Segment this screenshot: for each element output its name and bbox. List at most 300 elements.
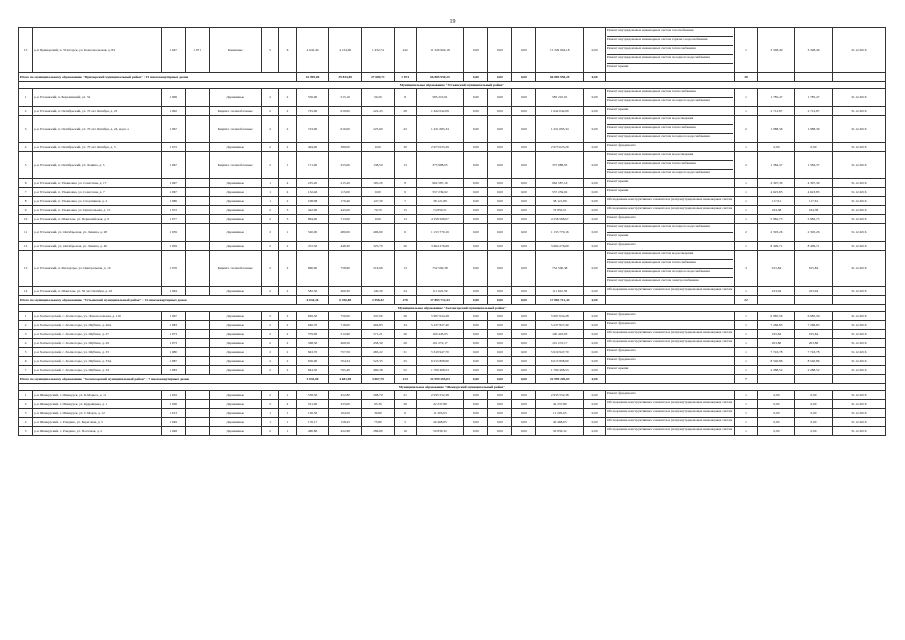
work-count-cell: 1 [734, 366, 758, 375]
table-row [19, 206, 886, 215]
total-area-cell: 844,30 [296, 366, 329, 375]
unit-cost-cell: 8 540,86 [758, 357, 795, 366]
year-built-cell: 1 936 [161, 400, 185, 409]
floors-cell: 1 [261, 197, 278, 206]
work-count-cell: 1 [734, 188, 758, 197]
row-number: 15 [19, 28, 33, 73]
living-area-cell: 115,00 [329, 188, 362, 197]
subtotal-empty [795, 73, 832, 82]
living-area-cell: 515,10 [329, 89, 362, 107]
other-funds-cell: 0,00 [584, 179, 606, 188]
regional-funds-cell: 0,00 [488, 400, 512, 409]
work-type-item: Ремонт внутридомовых инженерных систем водоотведения [607, 152, 733, 161]
living-area-cell: 718,00 [329, 321, 362, 330]
entrances-cell: 1 [279, 224, 296, 242]
floors-cell: 2 [261, 400, 278, 409]
subtotal-label: Итого по муниципальному образованию "Холмогорский муниципальный район" : 7 многоквартирных домов [19, 375, 297, 384]
regional-funds-cell: 0,00 [488, 116, 512, 143]
federal-funds-cell: 0,00 [464, 287, 488, 296]
address-cell: р-н Шенкурский, с. Ровдино, ул. Береговая, д. 5 [33, 418, 162, 427]
subtotal-work-count: 7 [734, 375, 758, 384]
subtotal-federal-funds: 0,00 [464, 73, 488, 82]
address-cell: р-н Холмогорский, с. Холмогоры, ул. Шубина, д. 33 [33, 348, 162, 357]
unit-cost-cell: 195,84 [758, 330, 795, 339]
living-area-cell: 610,00 [329, 116, 362, 143]
entrances-cell: 3 [279, 206, 296, 215]
row-number: 1 [19, 89, 33, 107]
max-unit-cost-cell: 7 743,78 [795, 348, 832, 357]
row-number: 7 [19, 188, 33, 197]
total-area-cell: 235,20 [296, 179, 329, 188]
unit-cost-cell: 2 393,26 [758, 224, 795, 242]
private-area-cell: 404,83 [362, 321, 395, 330]
deadline-cell: 31.12.2016 [832, 179, 885, 188]
floors-cell: 2 [261, 391, 278, 400]
deadline-cell: 31.12.2016 [832, 330, 885, 339]
year-repair-cell [185, 312, 209, 321]
total-cost-cell: 752 500,38 [416, 251, 464, 287]
table-row [19, 116, 886, 143]
residents-cell: 52 [394, 366, 416, 375]
work-type-item: Ремонт внутридомовых инженерных систем теплоснабжения [607, 125, 733, 134]
wall-material-cell: Деревянные [209, 242, 261, 251]
works-list-cell [605, 366, 734, 375]
year-repair-cell: 1 971 [185, 28, 209, 73]
private-area-cell: 469,38 [362, 366, 395, 375]
owner-funds-cell: 5 237 827,40 [536, 321, 584, 330]
subtotal-other-funds: 0,00 [584, 375, 606, 384]
work-type-item: Ремонт фундамента [606, 143, 636, 147]
work-type-item: Ремонт внутридомовых инженерных систем водоотведения [607, 251, 733, 260]
entrances-cell: 2 [279, 321, 296, 330]
subtotal-total-area: 42 099,00 [296, 73, 329, 82]
works-list-cell [605, 427, 734, 436]
wall-material-cell: Деревянные [209, 143, 261, 152]
year-built-cell: 1 967 [161, 188, 185, 197]
other-funds-cell: 0,00 [584, 391, 606, 400]
table-row [19, 179, 886, 188]
total-area-cell: 538,30 [296, 391, 329, 400]
subtotal-regional-funds: 0,00 [488, 296, 512, 305]
deadline-cell: 31.12.2016 [832, 107, 885, 116]
total-cost-cell: 111 622,59 [416, 287, 464, 296]
total-cost-cell: 6 015 808,60 [416, 357, 464, 366]
entrances-cell: 4 [279, 179, 296, 188]
local-funds-cell: 0,00 [512, 224, 536, 242]
subtotal-local-funds: 0,00 [512, 375, 536, 384]
floors-cell: 2 [261, 152, 278, 179]
private-area-cell: 225,90 [362, 116, 395, 143]
owner-funds-cell: 6 015 808,60 [536, 357, 584, 366]
private-area-cell: 325,70 [362, 242, 395, 251]
residents-cell: 43 [394, 116, 416, 143]
owner-funds-cell: 111 622,59 [536, 287, 584, 296]
year-repair-cell [185, 321, 209, 330]
wall-material-cell: Деревянные [209, 312, 261, 321]
federal-funds-cell: 0,00 [464, 400, 488, 409]
deadline-cell: 31.12.2016 [832, 391, 885, 400]
table-row [19, 357, 886, 366]
wall-material-cell: Деревянные [209, 366, 261, 375]
year-repair-cell [185, 188, 209, 197]
unit-cost-cell: 0,00 [758, 391, 795, 400]
unit-cost-cell: 164,38 [758, 206, 795, 215]
table-row [19, 251, 886, 287]
max-unit-cost-cell: 0,00 [795, 400, 832, 409]
table-row [19, 143, 886, 152]
address-cell: р-н Приморский, п. Углегорск, ул. Комсомольская, д. 84 [33, 28, 162, 73]
private-area-cell: 286,80 [362, 427, 395, 436]
owner-funds-cell: 752 500,38 [536, 251, 584, 287]
max-unit-cost-cell: 164,38 [795, 206, 832, 215]
deadline-cell: 31.12.2016 [832, 312, 885, 321]
residents-cell: 9 [394, 188, 416, 197]
row-number: 9 [19, 206, 33, 215]
total-area-cell: 864,00 [296, 215, 329, 224]
entrances-cell: 2 [279, 89, 296, 107]
table-row [19, 197, 886, 206]
wall-material-cell: Деревянные [209, 197, 261, 206]
year-repair-cell [185, 427, 209, 436]
subtotal-residents: 1 874 [394, 73, 416, 82]
year-repair-cell [185, 357, 209, 366]
other-funds-cell: 0,00 [584, 107, 606, 116]
subtotal-owner-funds: 17 883 712,44 [536, 296, 584, 305]
subtotal-row [19, 375, 886, 384]
works-list-cell [605, 224, 734, 242]
address-cell: р-н Холмогорский, с. Холмогоры, ул. Шубина, д. 29 [33, 339, 162, 348]
total-cost-cell: 375 988,05 [416, 152, 464, 179]
address-cell: р-н Шенкурский, г. Шенкурск, ул. С.Марта, д. 12 [33, 409, 162, 418]
living-area-cell: 452,80 [329, 391, 362, 400]
work-type-item: Обследование конструктивных элементов и (или) внутридомовых инженерных систем [606, 418, 733, 422]
total-area-cell: 171,00 [296, 152, 329, 179]
private-area-cell: 571,21 [362, 330, 395, 339]
entrances-cell: 2 [279, 287, 296, 296]
residents-cell: 5 [394, 418, 416, 427]
regional-funds-cell: 0,00 [488, 357, 512, 366]
table-row [19, 418, 886, 427]
local-funds-cell: 0,00 [512, 409, 536, 418]
works-list-cell [605, 242, 734, 251]
work-count-cell: 1 [734, 400, 758, 409]
works-list-cell [605, 116, 734, 143]
year-built-cell: 1 967 [161, 312, 185, 321]
subtotal-local-funds: 0,00 [512, 296, 536, 305]
work-type-item: Обследование конструктивных элементов и (или) внутридомовых инженерных систем [606, 427, 733, 431]
owner-funds-cell: 1 642 042,09 [536, 107, 584, 116]
work-type-item: Ремонт крыши [606, 188, 629, 192]
subtotal-total-cost: 17 883 712,44 [416, 296, 464, 305]
deadline-cell: 31.12.2016 [832, 206, 885, 215]
subtotal-federal-funds: 0,00 [464, 375, 488, 384]
work-count-cell: 1 [734, 391, 758, 400]
year-built-cell: 1 948 [161, 427, 185, 436]
local-funds-cell: 0,00 [512, 400, 536, 409]
address-cell: р-н Устьянский, ул. Октябрьская, ул. Ленина, д. 40 [33, 242, 162, 251]
work-type-item: Ремонт фундамента [606, 391, 636, 395]
work-count-cell: 1 [734, 197, 758, 206]
local-funds-cell: 0,00 [512, 242, 536, 251]
wall-material-cell: Деревянные [209, 348, 261, 357]
regional-funds-cell: 0,00 [488, 143, 512, 152]
work-type-item: Ремонт внутридомовых инженерных систем холодного водоснабжения [606, 98, 710, 102]
row-number: 2 [19, 107, 33, 116]
floors-cell: 2 [261, 116, 278, 143]
table-row [19, 107, 886, 116]
floors-cell: 2 [261, 312, 278, 321]
deadline-cell: 31.12.2016 [832, 400, 885, 409]
unit-cost-cell: 0,00 [758, 427, 795, 436]
year-repair-cell [185, 251, 209, 287]
work-type-item: Ремонт внутридомовых инженерных систем холодного водоснабжения [606, 170, 710, 174]
address-cell: р-н Устьянский, п. Октябрьский, ул. 70 лет Октября, д. 23 [33, 107, 162, 116]
works-list-cell [605, 215, 734, 224]
address-cell: р-н Холмогорский, с. Холмогоры, ул. Ломоносовская, д. 116 [33, 312, 162, 321]
unit-cost-cell: 915,84 [758, 251, 795, 287]
living-area-cell: 325,00 [329, 400, 362, 409]
section-header-row [19, 384, 886, 391]
work-type-item: Обследование конструктивных элементов и (или) внутридомовых инженерных систем [606, 400, 733, 404]
year-built-cell: 1 987 [161, 357, 185, 366]
wall-material-cell: Каменные [209, 28, 261, 73]
living-area-cell: 704,34 [329, 357, 362, 366]
wall-material-cell: Деревянные [209, 206, 261, 215]
living-area-cell: 619,00 [329, 107, 362, 116]
works-list-cell [605, 348, 734, 357]
floors-cell: 2 [261, 251, 278, 287]
year-repair-cell [185, 348, 209, 357]
residents-cell: 13 [394, 215, 416, 224]
floors-cell: 5 [261, 28, 278, 73]
floors-cell: 1 [261, 418, 278, 427]
residents-cell: 8 [394, 179, 416, 188]
work-count-cell: 1 [734, 409, 758, 418]
wall-material-cell: Деревянные [209, 179, 261, 188]
row-number: 4 [19, 418, 33, 427]
row-number: 8 [19, 197, 33, 206]
max-unit-cost-cell: 1 384,37 [795, 152, 832, 179]
total-area-cell: 521,00 [296, 400, 329, 409]
max-unit-cost-cell: 2 288,52 [795, 366, 832, 375]
address-cell: р-н Шенкурский, г. Шенкурск, ул. К.Маркса, д. 11 [33, 391, 162, 400]
work-type-item: Ремонт внутридомовых инженерных систем холодного водоснабжения [607, 55, 733, 64]
federal-funds-cell: 0,00 [464, 206, 488, 215]
subtotal-private-area: 3 067,79 [362, 375, 395, 384]
deadline-cell: 31.12.2016 [832, 89, 885, 107]
owner-funds-cell: 38 121,89 [536, 197, 584, 206]
entrances-cell: 4 [279, 188, 296, 197]
local-funds-cell: 0,00 [512, 391, 536, 400]
year-repair-cell [185, 391, 209, 400]
federal-funds-cell: 0,00 [464, 28, 488, 73]
deadline-cell: 31.12.2016 [832, 321, 885, 330]
floors-cell: 2 [261, 107, 278, 116]
total-cost-cell: 5 619 947,70 [416, 348, 464, 357]
private-area-cell: 208,70 [362, 391, 395, 400]
section-title: Муниципальное образование "Устьянский муниципальный район" [19, 82, 886, 89]
floors-cell: 2 [261, 143, 278, 152]
work-type-item: Ремонт крыши [606, 179, 629, 183]
row-number: 1 [19, 312, 33, 321]
total-cost-cell: 42 237,89 [416, 400, 464, 409]
table-row [19, 287, 886, 296]
row-number: 3 [19, 116, 33, 143]
floors-cell: 2 [261, 242, 278, 251]
max-unit-cost-cell: 8 540,86 [795, 357, 832, 366]
row-number: 7 [19, 366, 33, 375]
private-area-cell: 347,00 [362, 312, 395, 321]
living-area-cell: 469,50 [329, 339, 362, 348]
residents-cell: 20 [394, 242, 416, 251]
deadline-cell: 31.12.2016 [832, 427, 885, 436]
total-area-cell: 550,00 [296, 89, 329, 107]
other-funds-cell: 0,00 [584, 28, 606, 73]
unit-cost-cell: 0,00 [758, 143, 795, 152]
deadline-cell: 31.12.2016 [832, 251, 885, 287]
entrances-cell: 4 [279, 400, 296, 409]
subtotal-row [19, 73, 886, 82]
regional-funds-cell: 0,00 [488, 28, 512, 73]
wall-material-cell: Деревянные [209, 418, 261, 427]
floors-cell: 2 [261, 224, 278, 242]
other-funds-cell: 0,00 [584, 409, 606, 418]
total-cost-cell: 1 642 042,09 [416, 107, 464, 116]
year-repair-cell [185, 400, 209, 409]
address-cell: р-н Устьянский, п. Ульяновка, ул. Спортивная, д. 2 [33, 197, 162, 206]
private-area-cell: 50,20 [362, 89, 395, 107]
floors-cell: 2 [261, 366, 278, 375]
regional-funds-cell: 0,00 [488, 418, 512, 427]
other-funds-cell: 0,00 [584, 357, 606, 366]
subtotal-owner-funds: 66 885 950,25 [536, 73, 584, 82]
max-unit-cost-cell: 4 623,83 [795, 188, 832, 197]
regional-funds-cell: 0,00 [488, 312, 512, 321]
private-area-cell: 1 432,74 [362, 28, 395, 73]
subtotal-label: Итого по муниципальному образованию "Устьянский муниципальный район" : 14 многоквартирных домов [19, 296, 297, 305]
address-cell: р-н Устьянский, п. Шангалы, ул. 50 лет Октября, д. 43 [33, 287, 162, 296]
work-count-cell: 1 [734, 321, 758, 330]
entrances-cell: 2 [279, 366, 296, 375]
address-cell: р-н Устьянский, п. Октябрьский, ул. Ленина, д. 5 [33, 152, 162, 179]
federal-funds-cell: 0,00 [464, 366, 488, 375]
living-area-cell: 713,00 [329, 215, 362, 224]
year-repair-cell [185, 143, 209, 152]
local-funds-cell: 0,00 [512, 188, 536, 197]
total-area-cell: 849,50 [296, 312, 329, 321]
section-title: Муниципальное образование "Холмогорский муниципальный район" [19, 305, 886, 312]
work-count-cell: 1 [734, 215, 758, 224]
unit-cost-cell: 117,61 [758, 197, 795, 206]
deadline-cell: 31.12.2016 [832, 188, 885, 197]
max-unit-cost-cell: 0,00 [795, 143, 832, 152]
subtotal-empty [832, 73, 885, 82]
wall-material-cell: Кирпич / шлакоблочные [209, 251, 261, 287]
subtotal-empty [758, 375, 795, 384]
entrances-cell: 1 [279, 418, 296, 427]
entrances-cell: 2 [279, 143, 296, 152]
work-count-cell: 1 [734, 427, 758, 436]
other-funds-cell: 0,00 [584, 197, 606, 206]
regional-funds-cell: 0,00 [488, 366, 512, 375]
floors-cell: 2 [261, 330, 278, 339]
address-cell: р-н Устьянский, п. Ульяновка, ул. Советская, д. 7 [33, 188, 162, 197]
work-count-cell: 1 [734, 348, 758, 357]
row-number: 13 [19, 251, 33, 287]
deadline-cell: 31.12.2016 [832, 357, 885, 366]
year-repair-cell [185, 215, 209, 224]
other-funds-cell: 0,00 [584, 418, 606, 427]
residents-cell: 16 [394, 427, 416, 436]
max-unit-cost-cell: 8 409,71 [795, 242, 832, 251]
work-count-cell: 1 [734, 287, 758, 296]
works-list-cell [605, 143, 734, 152]
total-area-cell: 136,50 [296, 409, 329, 418]
unit-cost-cell: 4 623,83 [758, 188, 795, 197]
work-type-item: Ремонт фундамента [606, 215, 636, 219]
total-area-cell: 646,70 [296, 321, 329, 330]
owner-funds-cell: 2 935 552,38 [536, 391, 584, 400]
work-count-cell: 1 [734, 206, 758, 215]
living-area-cell: 512,90 [329, 330, 362, 339]
other-funds-cell: 0,00 [584, 330, 606, 339]
deadline-cell: 31.12.2016 [832, 28, 885, 73]
work-type-item: Ремонт внутридомовых инженерных систем теплоснабжения [607, 260, 733, 269]
address-cell: р-н Устьянский, ул. Октябрьская, ул. Ленина, д. 28 [33, 224, 162, 242]
row-number: 6 [19, 179, 33, 188]
subtotal-total-area: 5 033,00 [296, 375, 329, 384]
residents-cell: 26 [394, 312, 416, 321]
entrances-cell: 1 [279, 427, 296, 436]
max-unit-cost-cell: 915,84 [795, 251, 832, 287]
floors-cell: 2 [261, 357, 278, 366]
other-funds-cell: 0,00 [584, 251, 606, 287]
residents-cell: 13 [394, 251, 416, 287]
regional-funds-cell: 0,00 [488, 152, 512, 179]
floors-cell: 2 [261, 321, 278, 330]
work-type-item: Ремонт внутридомовых инженерных систем горячего водоснабжения [607, 37, 733, 46]
year-built-cell: 1 967 [161, 116, 185, 143]
subtotal-work-count: 22 [734, 296, 758, 305]
total-cost-cell: 74 850,51 [416, 206, 464, 215]
work-type-item: Ремонт внутридомовых инженерных систем электроснабжения [606, 278, 699, 282]
max-unit-cost-cell: 0,00 [795, 391, 832, 400]
work-count-cell: 2 [734, 116, 758, 143]
table-row [19, 321, 886, 330]
other-funds-cell: 0,00 [584, 242, 606, 251]
local-funds-cell: 0,00 [512, 179, 536, 188]
owner-funds-cell: 2 973 023,29 [536, 143, 584, 152]
total-cost-cell: 40 468,65 [416, 418, 464, 427]
year-built-cell: 1 967 [161, 179, 185, 188]
federal-funds-cell: 0,00 [464, 418, 488, 427]
year-built-cell: 1 949 [161, 418, 185, 427]
living-area-cell: 4 154,00 [329, 28, 362, 73]
year-built-cell: 1 959 [161, 224, 185, 242]
floors-cell: 2 [261, 339, 278, 348]
work-type-item: Обследование конструктивных элементов и (или) внутридомовых инженерных систем [606, 287, 733, 291]
total-cost-cell: 101 272,17 [416, 339, 464, 348]
work-type-item: Обследование конструктивных элементов и (или) внутридомовых инженерных систем [606, 330, 733, 334]
subtotal-private-area: 27 689,71 [362, 73, 395, 82]
local-funds-cell: 0,00 [512, 143, 536, 152]
work-count-cell: 2 [734, 152, 758, 179]
works-list-cell [605, 107, 734, 116]
year-built-cell: 1 973 [161, 330, 185, 339]
private-area-cell: 516,90 [362, 251, 395, 287]
regional-funds-cell: 0,00 [488, 391, 512, 400]
owner-funds-cell: 3 664 276,69 [536, 242, 584, 251]
